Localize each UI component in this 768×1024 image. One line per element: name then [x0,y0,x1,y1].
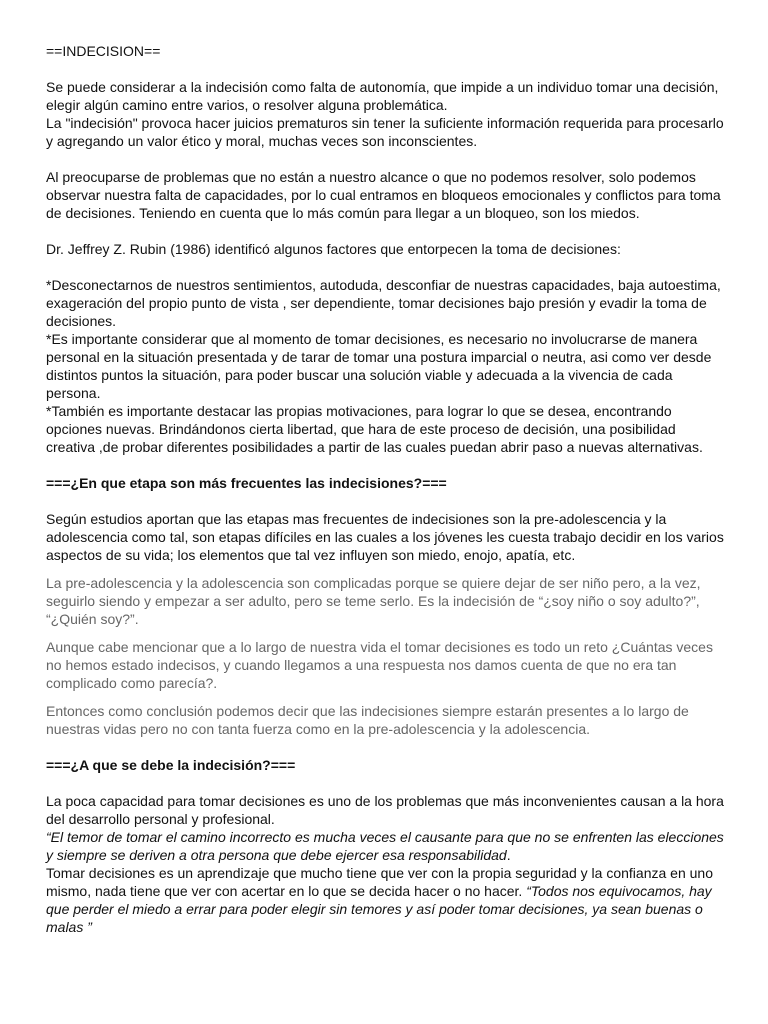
quote-fear: “El temor de tomar el camino incorrecto es mucha veces el causante para que no se enfrenten las elecciones y siempre se deriven a otra persona que debe ejercer esa responsabilidad [46,829,724,863]
bullet-factor-2: *Es importante considerar que al momento de tomar decisiones, es necesario no involucrarse de manera personal en la situación presentada y de tarar de tomar una postura imparcial o neutra, asi como ver desde distintos puntos la situación, para poder buscar una solución viable y adecuada a la vivencia de cada persona. [46,331,712,401]
doc-title: ==INDECISION== [46,43,161,59]
paragraph-conclusion: Entonces como conclusión podemos decir que las indecisiones siempre estarán presentes a lo largo de nuestras vidas pero no con tanta fuerza como en la pre-adolescencia y la adolescencia. [46,703,689,737]
paragraph-capacity: La poca capacidad para tomar decisiones es uno de los problemas que más inconvenientes causan a la hora del desarrollo personal y profesional. [46,793,724,827]
paragraph-challenge: Aunque cabe mencionar que a lo largo de nuestra vida el tomar decisiones es todo un reto ¿Cuántas veces no hemos estado indecisos, y cuando llegamos a una respuesta nos damos cuenta de que no era tan complicado como parecía?. [46,639,713,691]
paragraph-rubin: Dr. Jeffrey Z. Rubin (1986) identificó algunos factores que entorpecen la toma de decisiones: [46,241,621,257]
learning-text: Tomar decisiones es un aprendizaje que mucho tiene que ver con la propia seguridad y la confianza en uno mismo, nada tiene que ver con acertar en lo que se decida hacer o no hacer. [46,865,713,899]
paragraph-preadolescence: La pre-adolescencia y la adolescencia son complicadas porque se quiere dejar de ser niño pero, a la vez, seguirlo siendo y empezar a ser adulto, pero se teme serlo. Es la indecisión de “¿soy niño o soy adulto?”, “¿Quién soy?”. [46,575,701,627]
paragraph-learning [46,864,728,936]
bullet-factor-1: *Desconectarnos de nuestros sentimientos, autoduda, desconfiar de nuestras capacidades, baja autoestima, exageración del propio punto de vista , ser dependiente, tomar decisiones bajo presión y evadir la toma de decisiones. [46,277,721,329]
bullet-factor-3: *También es importante destacar las propias motivaciones, para lograr lo que se desea, encontrando opciones nuevas. Brindándonos cierta libertad, que hara de este proceso de decisión, una posibilidad creativa ,de probar diferentes posibilidades a partir de las cuales puedan abrir paso a nuevas alternativas. [46,403,703,455]
paragraph-indecision-quote: La "indecisión" provoca hacer juicios prematuros sin tener la suficiente información requerida para procesarlo y agregando un valor ético y moral, muchas veces son inconscientes. [46,115,724,149]
quote-mistakes: “Todos nos equivocamos, hay que perder el miedo a errar para poder elegir sin temores y así poder tomar decisiones, ya sean buenas o malas ” [46,883,712,935]
paragraph-fear [46,828,728,864]
paragraph-problems: Al preocuparse de problemas que no están a nuestro alcance o que no podemos resolver, solo podemos observar nuestra falta de capacidades, por lo cual entramos en bloqueos emocionales y conflictos para toma de decisiones. Teniendo en cuenta que lo más común para llegar a un bloqueo, son los miedos. [46,169,721,221]
paragraph-definition: Se puede considerar a la indecisión como falta de autonomía, que impide a un individuo tomar una decisión, elegir algún camino entre varios, o resolver alguna problemática. [46,79,719,113]
section-heading-stage: ===¿En que etapa son más frecuentes las indecisiones?=== [46,475,447,491]
section-heading-cause: ===¿A que se debe la indecisión?=== [46,757,296,773]
paragraph-studies: Según estudios aportan que las etapas mas frecuentes de indecisiones son la pre-adolescencia y la adolescencia como tal, son etapas difíciles en las cuales a los jóvenes les cuesta trabajo decidir en los varios aspectos de su vida; los elementos que tal vez influyen son miedo, enojo, apatía, etc. [46,511,724,563]
quote-fear-end: . [506,847,511,863]
